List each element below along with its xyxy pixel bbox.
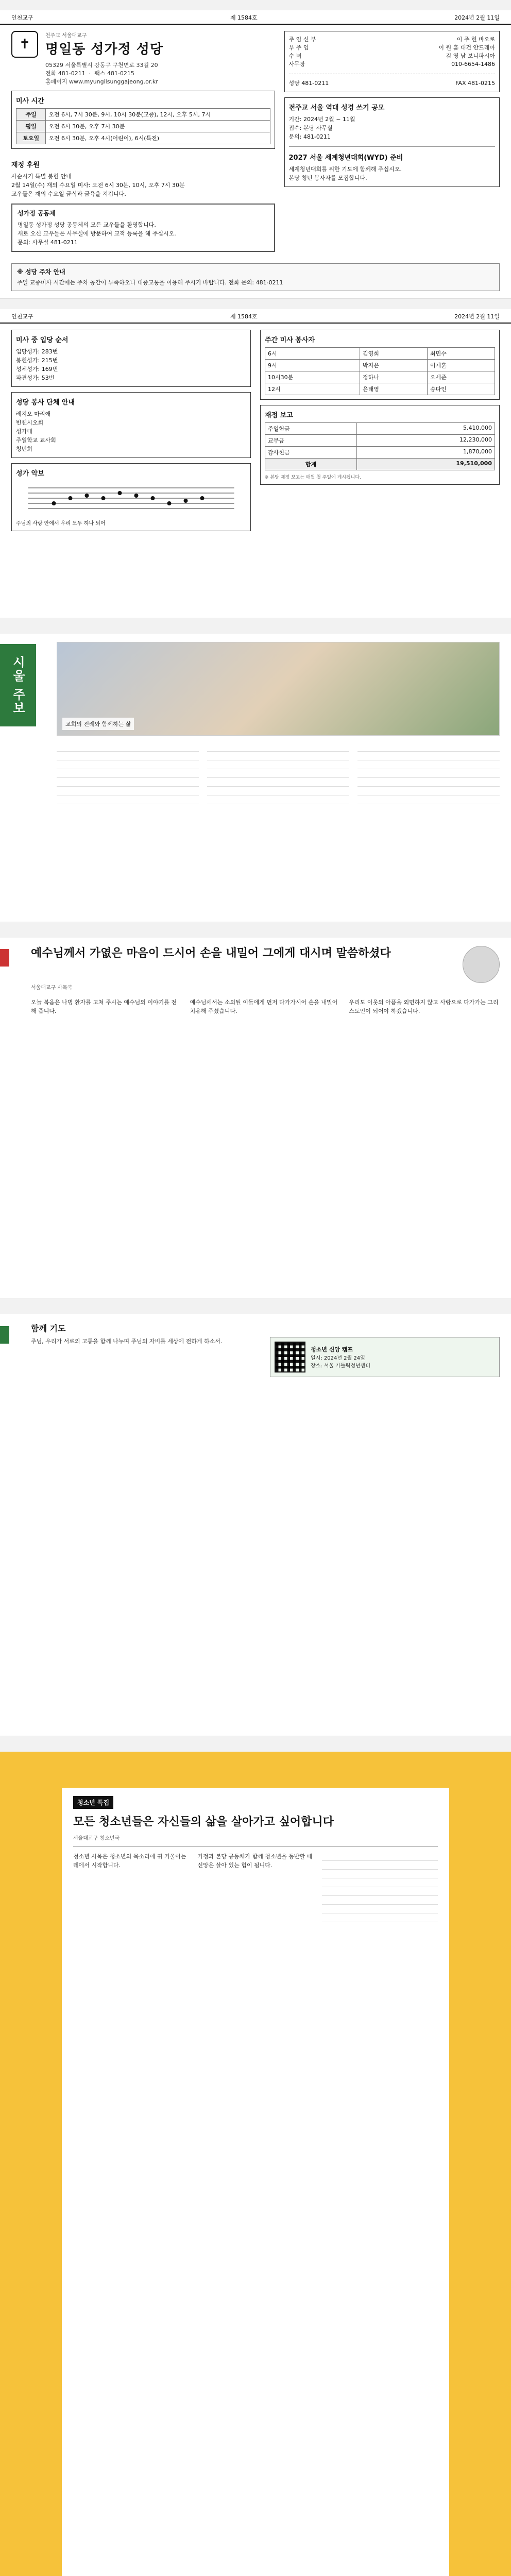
notice-item: 사순시기 특별 봉헌 안내	[11, 173, 72, 180]
qr-code-icon	[275, 1342, 305, 1372]
notice-item: 교우들은 재의 수요일 금식과 금육을 지킵니다.	[11, 191, 126, 198]
reader-cell: 윤태영	[360, 383, 428, 395]
finance-amount: 5,410,000	[356, 423, 495, 435]
mass-cell: 10시30분	[265, 371, 360, 383]
clergy-box	[284, 31, 500, 92]
mass-cell: 9시	[265, 360, 360, 371]
finance-label: 합계	[265, 459, 357, 470]
liturgy-line: 봉헌성가: 215번	[16, 357, 58, 364]
section-marker	[0, 949, 9, 967]
header-left: 인천교구	[11, 313, 33, 320]
parish-name: 명일동 성가정 성당	[45, 42, 164, 57]
text-lines	[57, 743, 199, 804]
header-right: 2024년 2월 11일	[454, 313, 500, 320]
finance-note: ※ 본당 재정 보고는 매월 첫 주일에 게시됩니다.	[265, 475, 361, 480]
finance-amount: 12,230,000	[356, 435, 495, 447]
bulletin-page-6	[0, 1752, 511, 2576]
value: 이 주 헌 바오로	[456, 36, 495, 43]
notices-title: 재정 후원	[11, 161, 40, 169]
liturgy-title: 미사 중 입당 순서	[16, 336, 69, 344]
finance-box	[260, 405, 500, 485]
ad-line: 일시: 2024년 2월 24일	[311, 1355, 365, 1361]
header-left: 인천교구	[11, 14, 33, 21]
notice-item: 2월 14일(수) 재의 수요일 미사: 오전 6시 30분, 10시, 오후 7시 30분	[11, 182, 185, 189]
feature-caption: 교회의 전례와 함께하는 삶	[62, 718, 134, 730]
youth-paragraph: 청소년 사목은 청소년의 목소리에 귀 기울이는 데에서 시작합니다.	[73, 1853, 186, 1869]
liturgy-line: 파견성가: 53번	[16, 375, 55, 382]
right-notice-item: 문의: 481-0211	[288, 133, 331, 140]
table-row	[265, 371, 495, 383]
servers-title: 주간 미사 봉사자	[265, 336, 315, 344]
finance-amount: 19,510,000	[356, 459, 495, 470]
table-row	[265, 435, 495, 447]
feature-col-1	[57, 743, 199, 804]
liturgy-box	[11, 330, 251, 387]
community-title: 성가정 공동체	[18, 210, 56, 217]
ad-title: 청소년 신앙 캠프	[311, 1346, 353, 1353]
youth-col-3	[322, 1852, 438, 1922]
editorial-paragraph: 우리도 이웃의 아픔을 외면하지 않고 사랑으로 다가가는 그리스도인이 되어야 하겠습니다.	[349, 999, 499, 1015]
finance-amount: 1,870,000	[356, 447, 495, 459]
bulletin-page-2	[0, 309, 511, 618]
mass-cell: 6시	[265, 348, 360, 360]
wyd-title: 2027 서울 세계청년대회(WYD) 준비	[288, 154, 403, 162]
mass-cell: 12시	[265, 383, 360, 395]
header-center: 제 1584호	[230, 14, 258, 21]
address: 05329 서울특별시 강동구 구천면로 33길 20	[45, 62, 158, 69]
cross-logo-icon: ✝	[11, 31, 38, 58]
youth-byline: 서울대교구 청소년국	[73, 1835, 120, 1841]
phone: 전화 481-0211	[45, 70, 86, 77]
author-avatar	[463, 946, 500, 983]
staff-svg	[16, 481, 246, 517]
label: 주 임 신 부	[288, 36, 316, 43]
notices-left	[11, 154, 275, 198]
reader-cell: 김영희	[360, 348, 428, 360]
finance-label: 감사헌금	[265, 447, 357, 459]
fax: 팩스 481-0215	[94, 70, 134, 77]
label: 수 녀	[288, 52, 302, 59]
ministry-item: 주일학교 교사회	[16, 437, 56, 444]
server-cell: 최민수	[427, 348, 495, 360]
text-lines	[357, 743, 500, 804]
label: 부 주 임	[288, 44, 309, 51]
right-notice-title: 전주교 서울 역대 성경 쓰기 공모	[288, 104, 385, 112]
header-right: 2024년 2월 11일	[454, 14, 500, 21]
liturgy-line: 성체성가: 169번	[16, 366, 58, 373]
youth-label: 청소년 특집	[73, 1796, 113, 1809]
community-line: 명일동 성가정 성당 공동체의 모든 교우들을 환영합니다.	[18, 222, 156, 229]
prayer-text: 주님, 우리가 서로의 고통을 함께 나누며 주님의 자비를 세상에 전하게 하소서.	[31, 1338, 223, 1345]
value: 481-0211	[301, 79, 329, 87]
liturgy-line: 입당성가: 283번	[16, 348, 58, 355]
right-notice-item: 접수: 본당 사무실	[288, 124, 333, 131]
table-row	[16, 109, 270, 121]
editorial-headline: 예수님께서 가엾은 마음이 드시어 손을 내밀어 그에게 대시며 말씀하셨다	[31, 947, 391, 960]
ministry-item: 청년회	[16, 446, 32, 453]
wyd-line: 세계청년대회를 위한 기도에 함께해 주십시오.	[288, 165, 402, 173]
lyrics: 주님의 사랑 안에서 우리 모두 하나 되어	[16, 521, 106, 527]
table-row	[16, 121, 270, 132]
value: 김 영 남 보니파시아	[446, 52, 495, 59]
table-row	[265, 447, 495, 459]
mass-times-title: 미사 시간	[16, 97, 44, 105]
feature-col-2	[207, 743, 349, 804]
text-lines	[322, 1852, 438, 1922]
org-name: 천주교 서울대교구	[45, 33, 87, 39]
mass-times-table	[16, 108, 270, 144]
table-row	[265, 360, 495, 371]
right-notice-box	[284, 97, 500, 187]
time-cell: 오전 6시 30분, 오후 7시 30분	[46, 121, 270, 132]
value: 481-0215	[468, 79, 495, 87]
youth-camp-ad	[270, 1337, 500, 1377]
bulletin-page-1	[0, 10, 511, 299]
server-cell: 송다인	[427, 383, 495, 395]
time-cell: 오전 6시, 7시 30분, 9시, 10시 30분(교중), 12시, 오후 5시, 7시	[46, 109, 270, 121]
reader-cell: 정하나	[360, 371, 428, 383]
day-cell: 토요일	[16, 132, 46, 144]
finance-label: 교무금	[265, 435, 357, 447]
finance-table	[265, 422, 495, 470]
sheet-music-box	[11, 463, 251, 531]
editorial-paragraph: 오늘 복음은 나병 환자를 고쳐 주시는 예수님의 이야기를 전해 줍니다.	[31, 999, 177, 1015]
finance-title: 재정 보고	[265, 412, 293, 419]
text-lines	[207, 743, 349, 804]
ministry-item: 빈첸시오회	[16, 419, 44, 427]
time-cell: 오전 6시 30분, 오후 4시(어린이), 6시(특전)	[46, 132, 270, 144]
reader-cell: 박지은	[360, 360, 428, 371]
value: 이 원 흠 대건 안드레아	[438, 44, 495, 51]
community-line: 새로 오신 교우들은 사무실에 방문하여 교적 등록을 해 주십시오.	[18, 230, 176, 238]
feature-image	[57, 642, 500, 736]
label: FAX	[455, 79, 466, 87]
finance-label: 주일헌금	[265, 423, 357, 435]
right-notice-item: 기간: 2024년 2월 ~ 11월	[288, 115, 355, 123]
title-block: ✝ 천주교 서울대교구 명일동 성가정 성당 05329 서울특별시 강동구 구천면로 33길 20 전화 481-0211 · 팩스 481-0215 홈페이지 www.myungilsunggajeong.or.kr	[11, 31, 275, 86]
value: 010-6654-1486	[451, 60, 495, 67]
prayer-title: 함께 기도	[31, 1324, 66, 1333]
homepage: 홈페이지 www.myungilsunggajeong.or.kr	[45, 78, 158, 85]
table-row	[265, 348, 495, 360]
header-center: 제 1584호	[230, 313, 258, 320]
ministries-box	[11, 392, 251, 458]
parking-banner	[11, 263, 500, 291]
mass-times-box	[11, 91, 275, 149]
community-box	[11, 204, 275, 252]
ministries-title: 성당 봉사 단체 안내	[16, 399, 75, 407]
table-row	[265, 423, 495, 435]
community-line: 문의: 사무실 481-0211	[18, 239, 78, 246]
table-row	[16, 132, 270, 144]
day-cell: 주일	[16, 109, 46, 121]
table-row	[265, 383, 495, 395]
servers-box	[260, 330, 500, 400]
ad-line: 장소: 서울 가톨릭청년센터	[311, 1363, 370, 1369]
banner-text: 주일 교중미사 시간에는 주차 공간이 부족하오니 대중교통을 이용해 주시기 바랍니다. 전화 문의: 481-0211	[17, 279, 283, 286]
youth-paragraph: 가정과 본당 공동체가 함께 청소년을 동반할 때 신앙은 살아 있는 힘이 됩니다.	[197, 1853, 313, 1869]
youth-inner	[62, 1788, 449, 2576]
sheet-music-title: 성가 악보	[16, 470, 44, 478]
bulletin-page-5	[0, 1314, 511, 1736]
editorial-paragraph: 예수님께서는 소외된 이들에게 먼저 다가가시어 손을 내밀어 치유해 주셨습니다.	[190, 999, 338, 1015]
bulletin-page-4	[0, 938, 511, 1298]
section-marker	[0, 1326, 9, 1344]
servers-table	[265, 347, 495, 395]
ministry-item: 성가대	[16, 428, 32, 435]
label: 사무장	[288, 60, 305, 67]
editorial-author: 서울대교구 사목국	[31, 985, 73, 991]
wyd-line: 본당 청년 봉사자를 모집합니다.	[288, 174, 367, 181]
day-cell: 평일	[16, 121, 46, 132]
label: 성당	[288, 79, 300, 87]
youth-headline: 모든 청소년들은 자신들의 삶을 살아가고 싶어합니다	[73, 1816, 334, 1828]
sigonun-tab: 시울 주보	[0, 644, 36, 726]
page-header	[0, 10, 511, 25]
page-header	[0, 309, 511, 324]
table-row	[265, 459, 495, 470]
server-cell: 오세준	[427, 371, 495, 383]
bulletin-page-3	[0, 634, 511, 922]
feature-col-3	[357, 743, 500, 804]
ministry-item: 레지오 마리애	[16, 411, 51, 418]
banner-title: ※ 성당 주차 안내	[17, 268, 65, 276]
server-cell: 이재훈	[427, 360, 495, 371]
